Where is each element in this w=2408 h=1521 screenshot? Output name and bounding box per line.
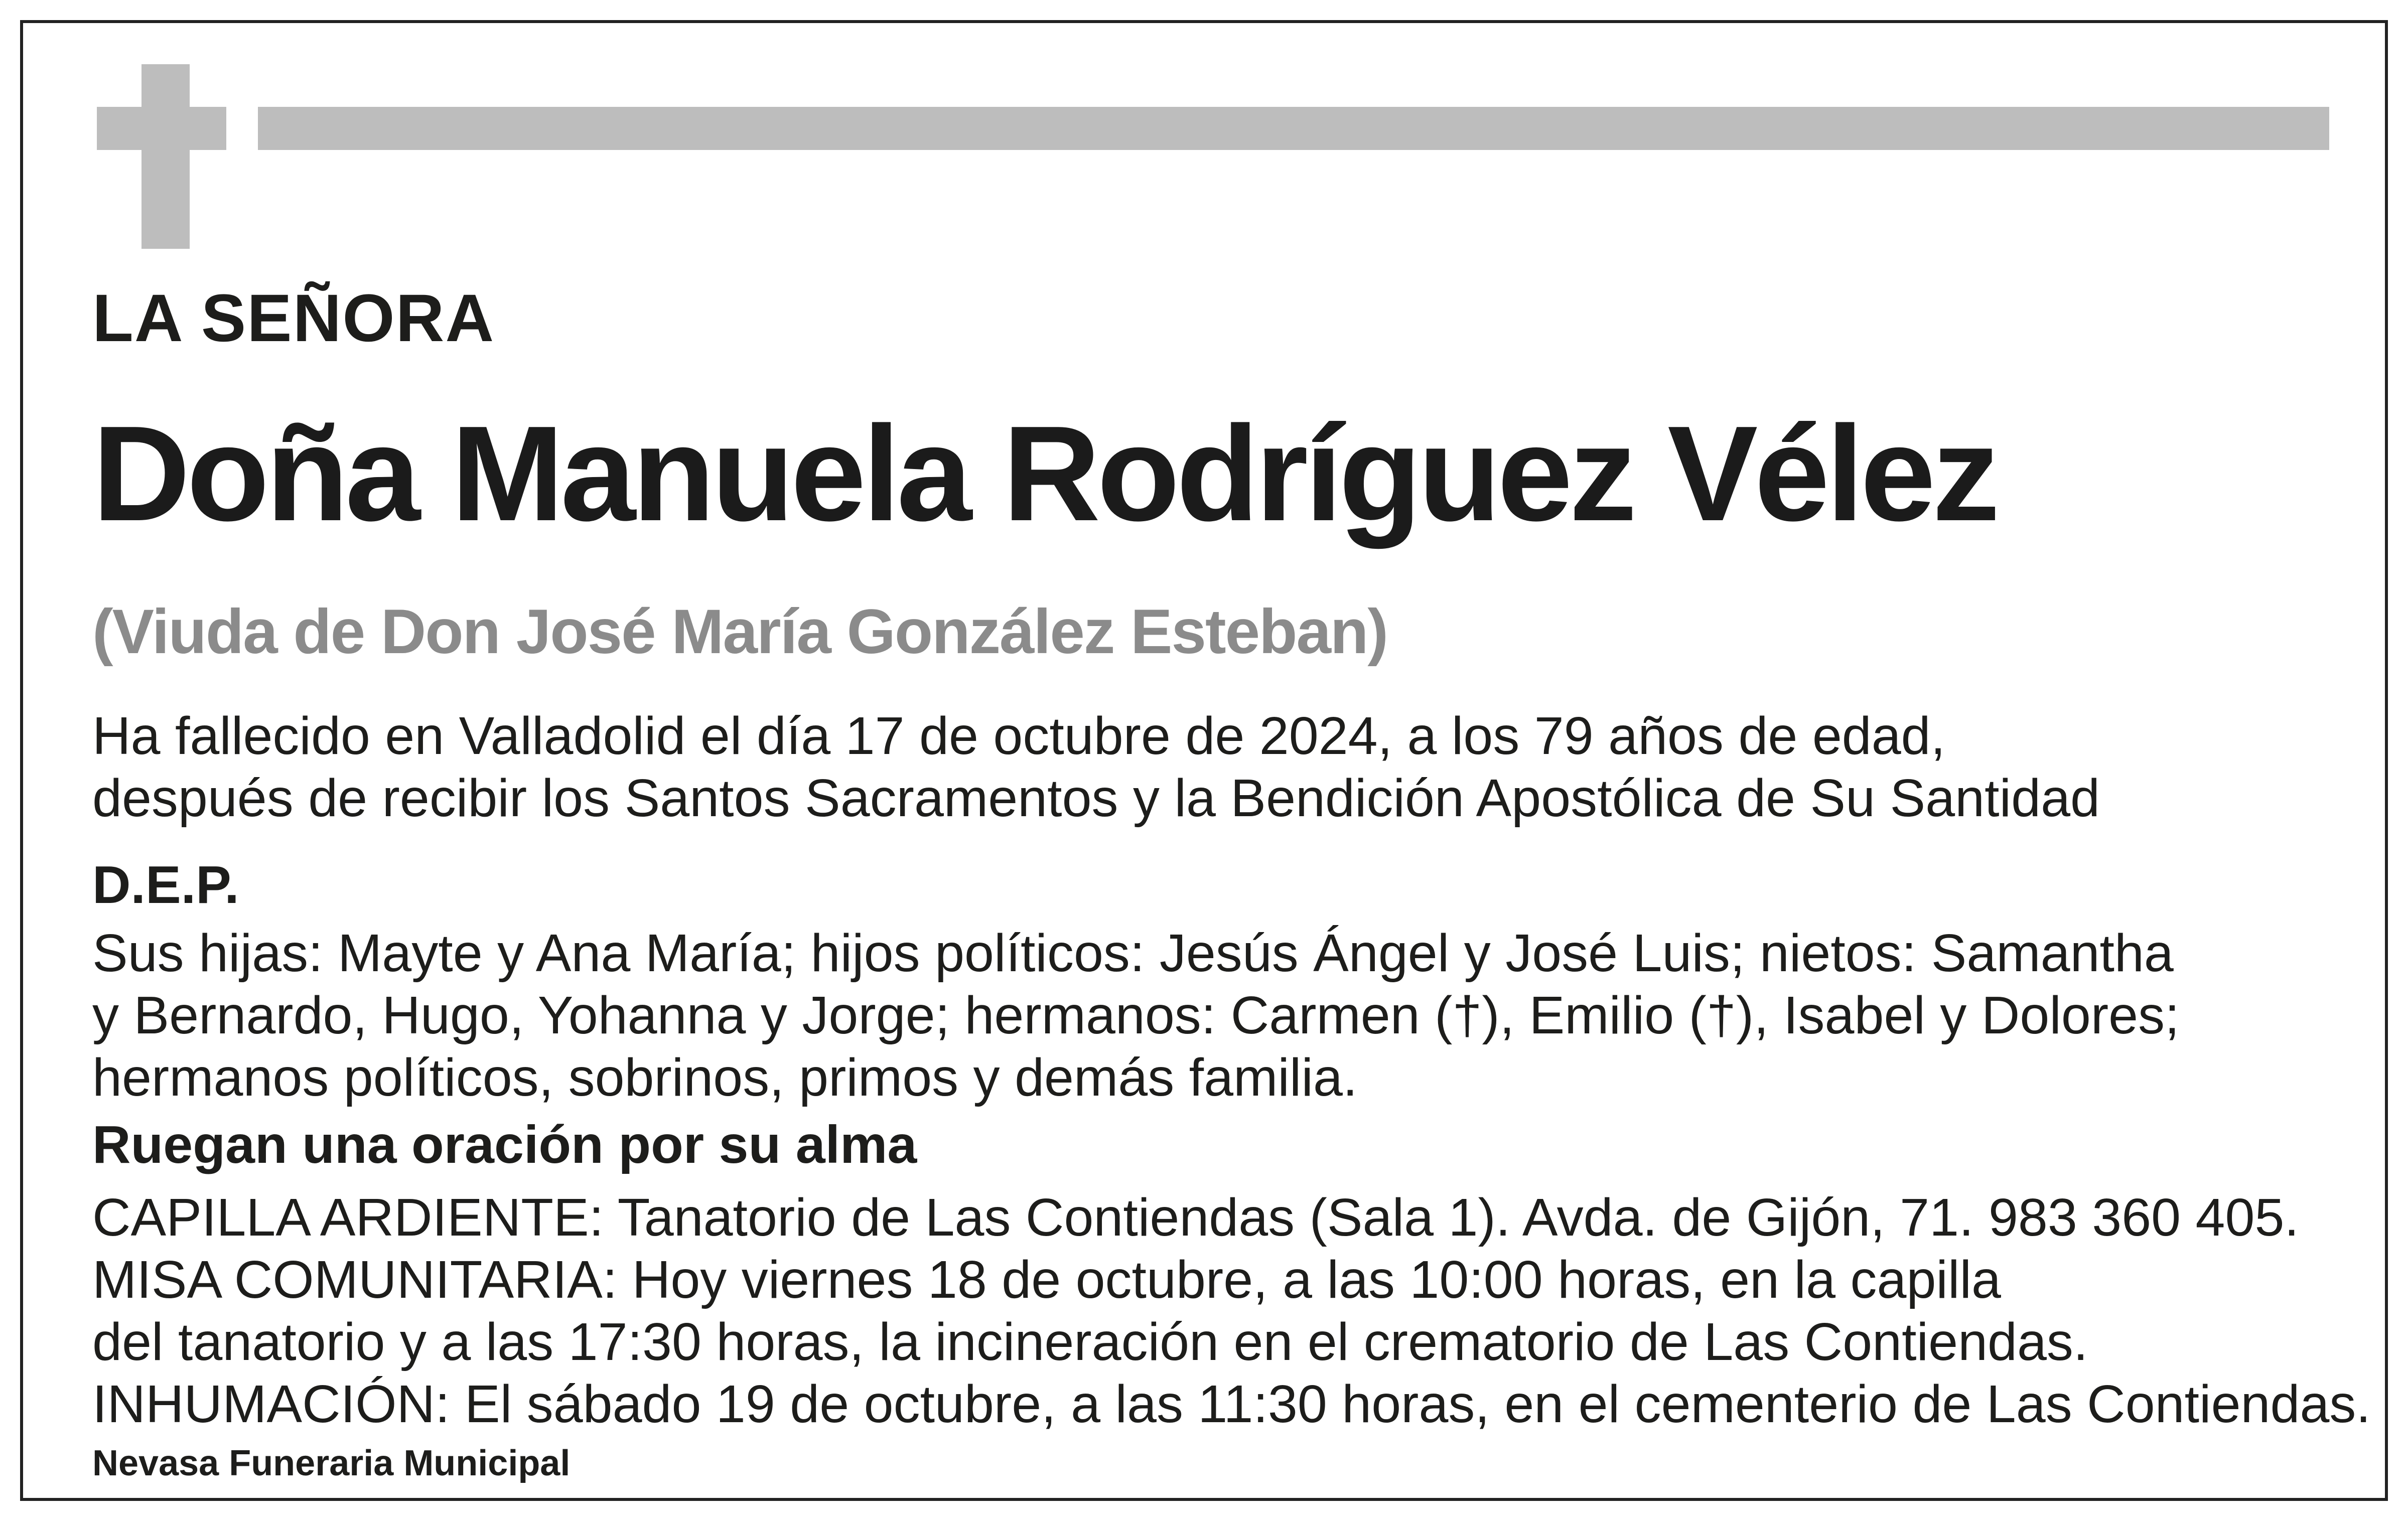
death-line: después de recibir los Santos Sacramentos y la Bendición Apostólica de Su Santidad	[92, 769, 2100, 828]
prayer-request: Ruegan una oración por su alma	[92, 1115, 917, 1174]
service-line: CAPILLA ARDIENTE: Tanatorio de Las Contiendas (Sala 1). Avda. de Gijón, 71. 983 360 405.	[92, 1188, 2299, 1247]
service-line: INHUMACIÓN: El sábado 19 de octubre, a las 11:30 horas, en el cementerio de Las Contiendas.	[92, 1375, 2371, 1434]
family-line: hermanos políticos, sobrinos, primos y demás familia.	[92, 1048, 1358, 1107]
dep-label: D.E.P.	[92, 855, 239, 915]
widow-subtitle: (Viuda de Don José María González Esteban)	[92, 597, 1387, 667]
death-paragraph	[92, 705, 2100, 829]
family-line: y Bernardo, Hugo, Yohanna y Jorge; hermanos: Carmen (†), Emilio (†), Isabel y Dolores;	[92, 986, 2180, 1045]
service-line: MISA COMUNITARIA: Hoy viernes 18 de octubre, a las 10:00 horas, en la capilla	[92, 1250, 2001, 1309]
service-line: del tanatorio y a las 17:30 horas, la incineración en el crematorio de Las Contiendas.	[92, 1312, 2088, 1372]
service-paragraph	[92, 1186, 2371, 1435]
death-line: Ha fallecido en Valladolid el día 17 de octubre de 2024, a los 79 años de edad,	[92, 706, 1946, 766]
notice-heading: LA SEÑORA	[92, 281, 495, 356]
funeral-home-name: Nevasa Funeraria Municipal	[92, 1443, 571, 1483]
header-rule	[258, 107, 2329, 150]
deceased-name: Doña Manuela Rodríguez Vélez	[92, 398, 1997, 549]
family-paragraph	[92, 922, 2180, 1109]
cross-horizontal-bar	[97, 107, 226, 150]
family-line: Sus hijas: Mayte y Ana María; hijos políticos: Jesús Ángel y José Luis; nietos: Samantha	[92, 924, 2174, 983]
cross-vertical-bar	[141, 64, 190, 249]
